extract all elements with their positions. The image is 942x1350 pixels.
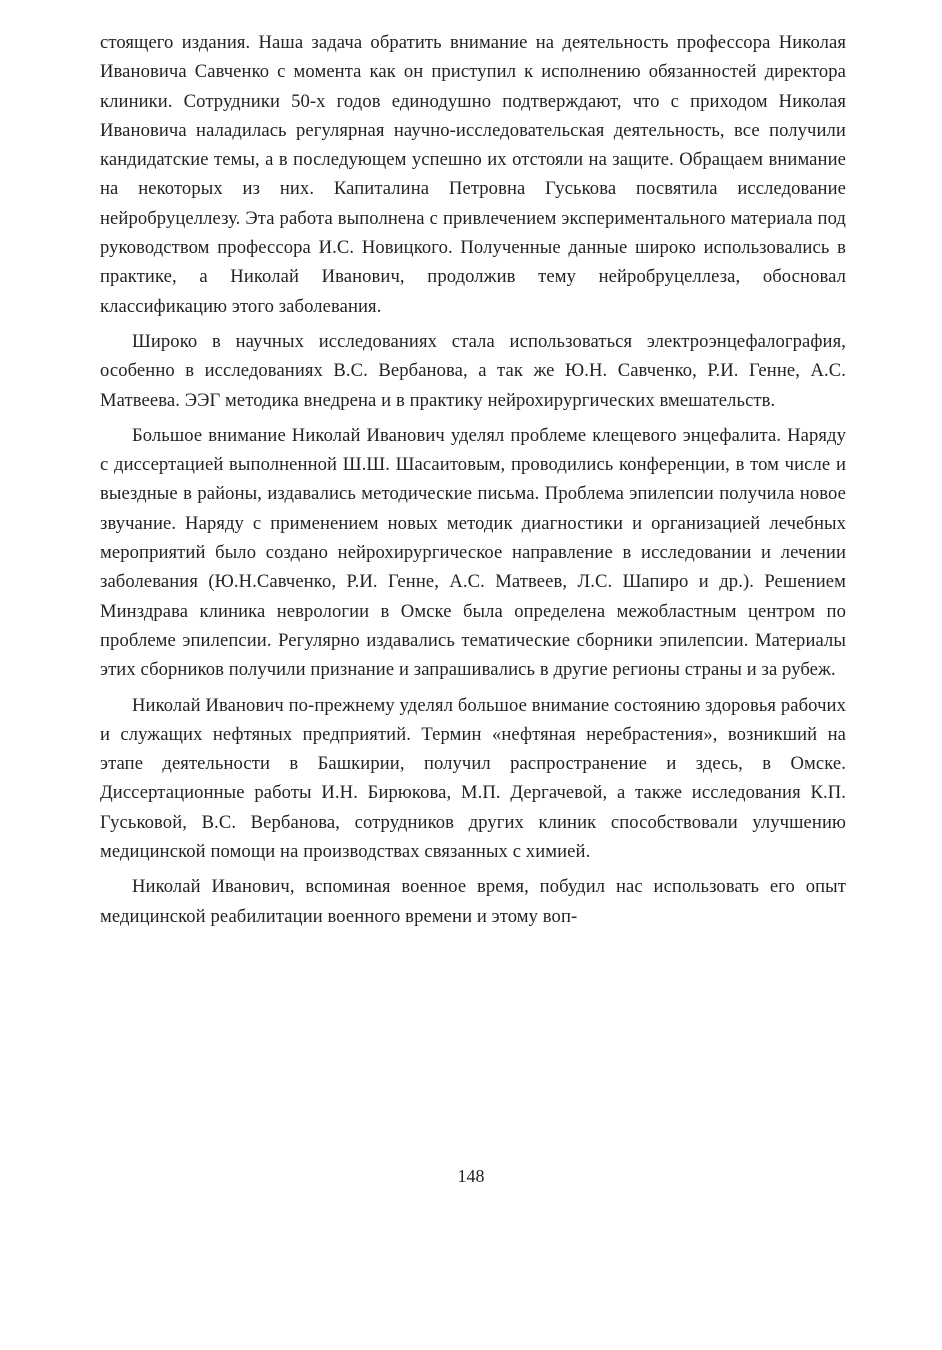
document-page: [100, 28, 846, 937]
page-number: 148: [457, 1166, 485, 1186]
paragraph-5: Николай Иванович, вспоминая военное время, побудил нас использовать его опыт медицинской реабилитации военного времени и этому воп-: [100, 876, 846, 927]
paragraph-1: стоящего издания. Наша задача обратить внимание на деятельность профессора Николая Ивановича Савченко с момента как он приступил к исполнению обязанностей директора клиники. Сотрудники 50-х годов единодушно подтверждают, что с приходом Николая Ивановича наладилась регулярная научно-исследовательская деятельность, все получили кандидатские темы, а в последующем успешно их отстояли на защите. Обращаем внимание на некоторых из них. Капиталина Петровна Гуськова посвятила исследование нейробруцеллезу. Эта работа выполнена с привлечением экспериментального материала под руководством профессора И.С. Новицкого. Полученные данные широко использовались в практике, а Николай Иванович, продолжив тему нейробруцеллеза, обосновал классификацию этого заболевания.: [100, 32, 846, 317]
paragraph-4: Николай Иванович по-прежнему уделял большое внимание состоянию здоровья рабочих и служащих нефтяных предприятий. Термин «нефтяная неребрастения», возникший на этапе деятельности в Башкирии, получил распространение и здесь, в Омске. Диссертационные работы И.Н. Бирюкова, М.П. Дергачевой, а также исследования К.П. Гуськовой, В.С. Вербанова, сотрудников других клиник способствовали улучшению медицинской помощи на производствах связанных с химией.: [100, 694, 846, 863]
paragraph-2: Широко в научных исследованиях стала использоваться электроэнцефалография, особенно в исследованиях В.С. Вербанова, а так же Ю.Н. Савченко, Р.И. Генне, А.С. Матвеева. ЭЭГ методика внедрена и в практику нейрохирургических вмешательств.: [100, 330, 846, 411]
paragraph-3: Большое внимание Николай Иванович уделял проблеме клещевого энцефалита. Наряду с диссертацией выполненной Ш.Ш. Шасаитовым, проводились конференции, в том числе и выездные в районы, издавались методические письма. Проблема эпилепсии получила новое звучание. Наряду с применением новых методик диагностики и организацией лечебных мероприятий было создано нейрохирургическое направление в исследовании и лечении заболевания (Ю.Н.Савченко, Р.И. Генне, А.С. Матвеев, Л.С. Шапиро и др.). Решением Минздрава клиника неврологии в Омске была определена межобластным центром по проблеме эпилепсии. Регулярно издавались тематические сборники эпилепсии. Материалы этих сборников получили признание и запрашивались в другие регионы страны и за рубеж.: [100, 424, 846, 681]
